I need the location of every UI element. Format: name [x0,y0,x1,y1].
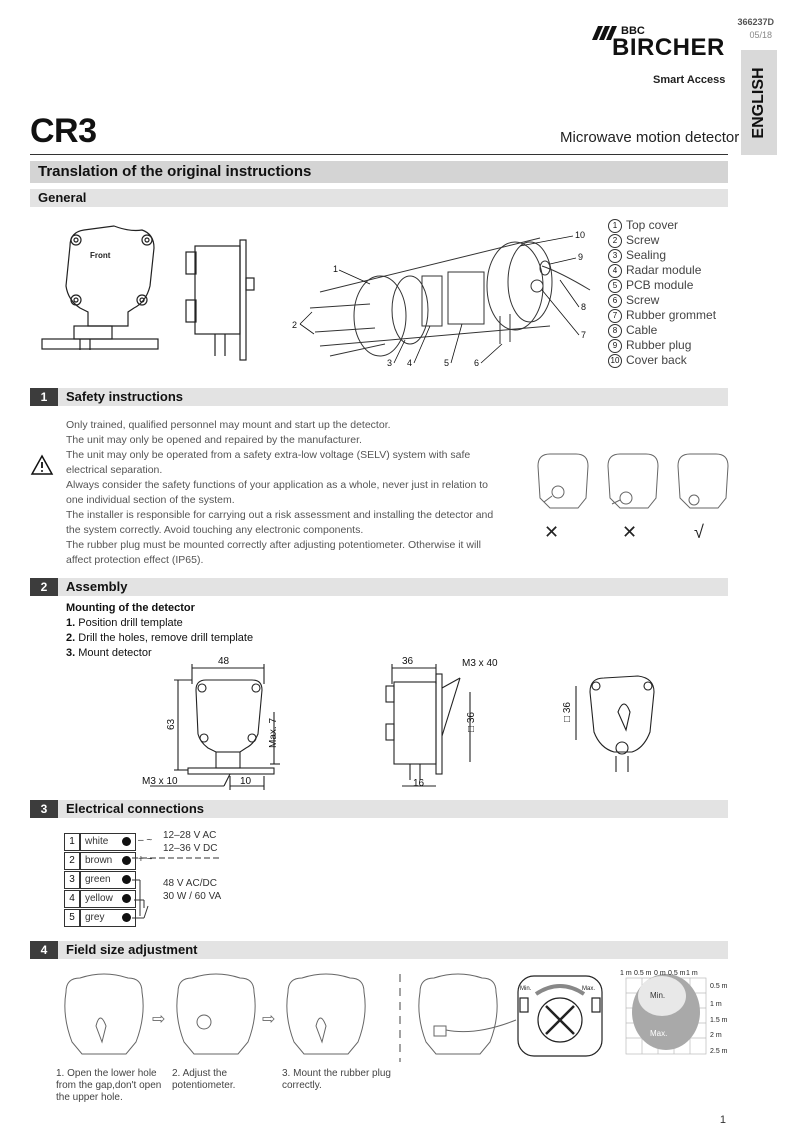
dim-max: Max. 7 [268,717,279,748]
detection-field-chart [620,966,740,1070]
section-number: 4 [30,941,58,959]
safety-line: Always consider the safety functions of your application as a whole, never just in relation to one individual section of the system. [66,479,488,506]
parts-list-item: 8 Cable [608,323,716,338]
callout-10: 10 [575,230,586,240]
mounting-step: 1. Position drill template [66,617,183,629]
wire-row: 2 brown + ~ [64,852,184,870]
parts-list-item: 6 Screw [608,293,716,308]
dim-width: 48 [218,656,230,667]
dim-square: □ 36 [466,712,477,732]
section-number: 3 [30,800,58,818]
section-title: Field size adjustment [66,942,198,957]
parts-list-item: 1 Top cover [608,218,716,233]
document-code: 366237D [737,17,774,27]
safety-line: The installer is responsible for carrying out a risk assessment and installing the detector and the system correctly. Avoid touching any electronic components. [66,509,494,536]
brand-name: BIRCHER [612,34,725,61]
grid-side-label: 1.5 m [710,1017,728,1024]
callout-4: 4 [407,358,413,368]
wrong-mark: ✕ [544,522,560,542]
section-title: Safety instructions [66,389,184,404]
wrong-mark: ✕ [622,522,638,542]
grid-top-label: 1 m [620,970,632,977]
parts-list-item: 3 Sealing [608,248,716,263]
wire-row: 4 yellow [64,890,184,908]
electrical-banner [30,800,728,818]
grid-top-label: 0.5 m [668,970,686,977]
side-view-drawing [186,240,254,360]
field-banner [30,941,728,959]
mounting-heading: Mounting of the detector [66,602,195,614]
safety-text [66,418,506,568]
parts-list [608,218,716,368]
page-number: 1 [719,1114,726,1126]
parts-list-item: 10 Cover back [608,353,716,368]
safety-line: The unit may only be operated from a safety extra-low voltage (SELV) system with safe electrical separation. [66,449,471,476]
step-caption: 2. Adjust the potentiometer. [172,1068,236,1091]
supply-dc: 12–36 V DC [163,843,218,854]
grid-side-label: 1 m [710,1001,722,1008]
field-adjust-drawings [56,966,616,1066]
brand-tagline: Smart Access [653,74,726,86]
parts-list-item: 4 Radar module [608,263,716,278]
product-name: Microwave motion detector [560,129,740,146]
lobe-max-label: Max. [650,1029,668,1038]
callout-8: 8 [581,302,587,312]
grid-top-label: 0.5 m [634,970,652,977]
relay-power: 30 W / 60 VA [163,891,222,902]
supply-ac: 12–28 V AC [163,830,217,841]
callout-9: 9 [578,252,584,262]
front-label: Front [90,251,111,260]
rubber-plug-drawings [528,446,738,546]
callout-7: 7 [581,330,587,340]
safety-line: The rubber plug must be mounted correctly after adjusting potentiometer. Otherwise it will affect protection effect (IP65). [66,539,481,566]
dim-square-rear: □ 36 [562,702,573,722]
correct-mark: √ [694,522,704,542]
side-dimension-drawing [386,664,470,786]
callout-1: 1 [333,264,339,274]
pot-max-label: Max. [582,986,596,992]
grid-side-label: 0.5 m [710,983,728,990]
grid-top-label: 0 m [654,970,666,977]
next-step-arrow-icon: ⇨ [262,1011,276,1028]
dim-screw: M3 x 10 [142,776,178,787]
safety-line: The unit may only be opened and repaired by the manufacturer. [66,434,362,446]
callout-6: 6 [474,358,480,368]
step-caption: 1. Open the lower hole from the gap,don't open the upper hole. [56,1068,162,1103]
next-step-arrow-icon: ⇨ [152,1011,166,1028]
lobe-min-label: Min. [650,991,666,1000]
callout-3: 3 [387,358,393,368]
wire-row: 1 white – ~ [64,833,184,851]
wire-row: 5 grey [64,909,184,927]
dim-depth: 36 [402,656,414,667]
relay-voltage: 48 V AC/DC [163,878,217,889]
dim-offset: 10 [240,776,252,787]
model-title: CR3 [30,112,97,150]
parts-list-item: 9 Rubber plug [608,338,716,353]
section-title: Assembly [66,579,128,594]
wire-row: 3 green [64,871,184,889]
dim-screw-long: M3 x 40 [462,658,498,669]
translation-banner [30,161,728,183]
section-number: 2 [30,578,58,596]
grid-side-label: 2.5 m [710,1048,728,1055]
safety-banner [30,388,728,406]
parts-list-item: 5 PCB module [608,278,716,293]
parts-list-item: 7 Rubber grommet [608,308,716,323]
pot-min-label: Min. [520,986,532,992]
document-date: 05/18 [749,30,772,40]
language-label: ENGLISH [750,66,767,139]
general-title: General [38,190,87,205]
step-caption: 3. Mount the rubber plug correctly. [282,1068,391,1091]
grid-top-label: 1 m [686,970,698,977]
dim-height: 63 [166,718,177,730]
warning-icon [30,454,54,476]
parts-list-item: 2 Screw [608,233,716,248]
section-title: Electrical connections [66,801,204,816]
safety-line: Only trained, qualified personnel may mount and start up the detector. [66,419,391,431]
mounting-step: 3. Mount detector [66,647,152,659]
general-drawings [30,216,610,376]
assembly-banner [30,578,728,596]
translation-title: Translation of the original instructions [38,163,312,180]
mounting-step: 2. Drill the holes, remove drill template [66,632,254,644]
language-tab [741,50,777,155]
assembly-dimension-drawings [130,652,770,794]
rear-view-drawing [576,676,654,772]
front-view-drawing [42,226,158,350]
grid-side-label: 2 m [710,1032,722,1039]
dim-bottom: 16 [413,778,425,789]
title-rule [30,154,728,155]
general-banner [30,189,728,207]
brand-prefix: BBC [621,25,645,37]
section-number: 1 [30,388,58,406]
callout-5: 5 [444,358,450,368]
callout-2: 2 [292,320,298,330]
